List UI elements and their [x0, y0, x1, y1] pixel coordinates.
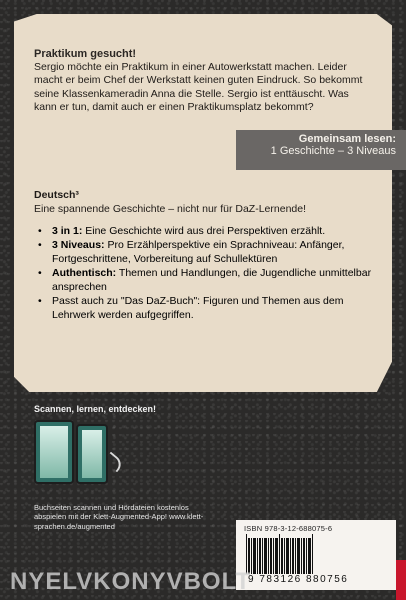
- feature-item: [34, 295, 374, 322]
- series-title: Deutsch³: [34, 189, 79, 201]
- intro-title: Praktikum gesucht!: [34, 48, 137, 60]
- banner-title: Gemeinsam lesen:: [298, 133, 396, 145]
- isbn-label: ISBN 978-3-12-688075-6: [244, 524, 333, 533]
- barcode-number: 9 783126 880756: [248, 574, 349, 585]
- feature-text: Pro Erzählperspektive ein Sprachniveau: Anfänger, Fortgeschrittene, Vorbereitung auf Schullektüren: [52, 239, 345, 265]
- feature-label: Authentisch:: [52, 267, 117, 280]
- red-strip: [396, 560, 406, 600]
- feature-list: [34, 225, 374, 323]
- intro-body: Sergio möchte ein Praktikum in einer Autowerkstatt machen. Leider macht er beim Chef der Werkstatt keinen guten Eindruck. So bekommt seine Klassenkameradin Anna die Stelle. Sergio ist enttäuscht. Was kann er tun, damit auch er einen Praktikumsplatz bekommt?: [34, 61, 363, 114]
- phone-screen: [82, 430, 102, 478]
- banner-subtitle: 1 Geschichte – 3 Niveaus: [270, 145, 396, 157]
- feature-text: Passt auch zu "Das DaZ-Buch": Figuren und Themen aus dem Lehrwerk werden aufgegriffen.: [52, 295, 344, 321]
- phone-image: [76, 424, 108, 484]
- feature-item: [34, 267, 374, 294]
- read-together-banner: [236, 130, 406, 170]
- watermark: NYELVKONYVBOLT: [10, 568, 252, 595]
- feature-item: [34, 225, 374, 238]
- feature-item: [34, 239, 374, 266]
- app-instructions: Buchseiten scannen und Hördateien kostenlos abspielen mit der Klett-Augmented-App! www.klett-sprachen.de/augmented: [34, 503, 204, 531]
- tablet-image: [34, 420, 74, 484]
- feature-label: 3 in 1:: [52, 225, 83, 237]
- scan-heading: Scannen, lernen, entdecken!: [34, 404, 157, 414]
- feature-text: Eine Geschichte wird aus drei Perspektiven erzählt.: [82, 225, 326, 237]
- feature-text: Themen und Handlungen, die Jugendliche unmittelbar ansprechen: [52, 267, 372, 293]
- barcode-icon: [246, 538, 372, 574]
- barcode-area: [236, 520, 396, 590]
- series-description: Eine spannende Geschichte – nicht nur für DaZ-Lernende!: [34, 203, 307, 215]
- tablet-screen: [40, 426, 68, 478]
- feature-label: 3 Niveaus:: [52, 239, 105, 252]
